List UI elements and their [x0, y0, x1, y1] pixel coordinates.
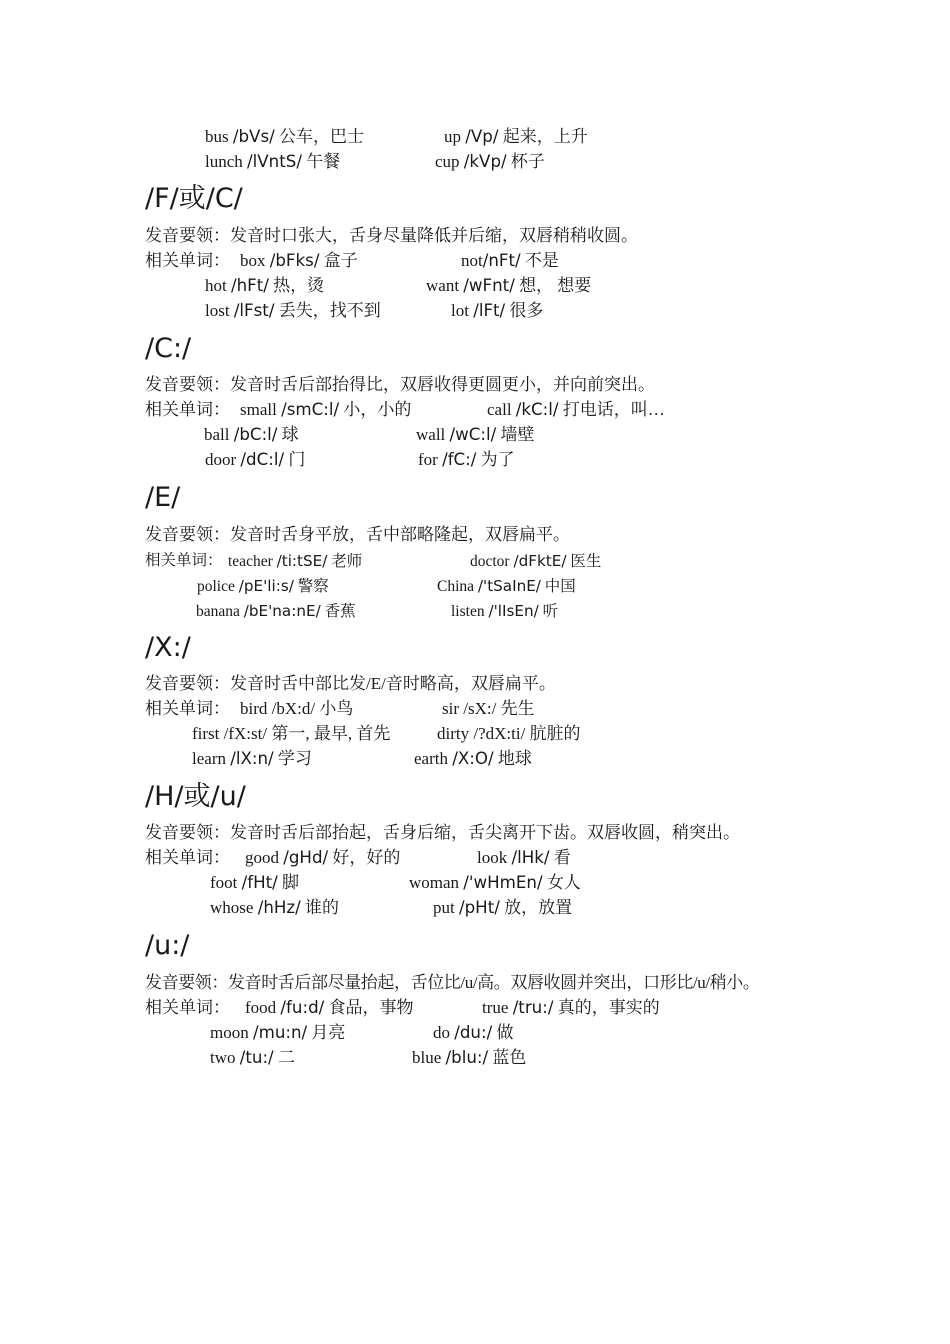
- pronunciation-method: [145, 973, 760, 993]
- word: two: [210, 1048, 236, 1067]
- method-label: 发音要领：: [145, 375, 230, 394]
- ipa: /du:/: [454, 1023, 493, 1042]
- method-text: 发音时舌身平放，舌中部略隆起，双唇扁平。: [230, 525, 570, 544]
- word: lost: [205, 301, 230, 320]
- meaning: 老师: [331, 553, 363, 570]
- meaning: 蓝色: [492, 1048, 527, 1067]
- ipa: /X:O/: [452, 749, 494, 768]
- ipa: /sX:/: [463, 699, 497, 718]
- meaning: 放，放置: [504, 898, 573, 917]
- ipa: /'wHmEn/: [463, 873, 543, 892]
- meaning: 午餐: [306, 152, 341, 171]
- meaning: 脚: [282, 873, 300, 892]
- word: bus: [205, 127, 229, 146]
- meaning: 食品，事物: [328, 998, 414, 1017]
- meaning: 医生: [570, 553, 602, 570]
- word-entry: [461, 251, 559, 271]
- method-text: 发音时舌后部抬得比，双唇收得更圆更小，并向前突出。: [230, 375, 655, 394]
- section-heading: /u:/: [145, 930, 190, 961]
- ipa: /bX:d/: [271, 699, 316, 718]
- word-entry: [245, 998, 414, 1018]
- ipa: /bFks/: [269, 251, 320, 270]
- ipa: /fC:/: [442, 450, 477, 469]
- ipa: /lHk/: [511, 848, 550, 867]
- related-words-label: 相关单词：: [145, 699, 230, 718]
- ipa: /bC:l/: [233, 425, 278, 444]
- ipa: /bVs/: [232, 127, 275, 146]
- meaning: 丢失，找不到: [278, 301, 381, 320]
- word-entry: [228, 551, 362, 572]
- meaning: 起来，上升: [502, 127, 588, 146]
- word: put: [433, 898, 455, 917]
- word-entry: [442, 699, 535, 719]
- word: good: [245, 848, 279, 867]
- pronunciation-method: [145, 823, 740, 843]
- ipa: /nFt/: [482, 251, 521, 270]
- word-entry: [412, 1048, 526, 1068]
- related-words-label: 相关单词：: [145, 251, 230, 270]
- word-entry: [451, 301, 543, 321]
- ipa: /dFktE/: [513, 552, 567, 570]
- word-entry: [197, 576, 329, 597]
- word: not: [461, 251, 483, 270]
- word-entry: [477, 848, 571, 868]
- word: ball: [204, 425, 230, 444]
- meaning: 第一, 最早, 首先: [271, 724, 391, 743]
- ipa: /gHd/: [283, 848, 329, 867]
- ipa: /lFt/: [473, 301, 506, 320]
- meaning: 警察: [297, 578, 329, 595]
- word: small: [240, 400, 277, 419]
- method-text: 发音时口张大，舌身尽量降低并后缩，双唇稍稍收圆。: [230, 226, 638, 245]
- word-entry: [192, 724, 390, 744]
- word-entry: [205, 276, 324, 296]
- word-entry: [482, 998, 660, 1018]
- word: dirty: [437, 724, 470, 743]
- meaning: 小鸟: [319, 699, 354, 718]
- method-label: 发音要领：: [145, 226, 230, 245]
- word: for: [418, 450, 438, 469]
- word: teacher: [228, 553, 273, 570]
- word-entry: [205, 450, 305, 470]
- word: box: [240, 251, 266, 270]
- word-entry: [414, 749, 532, 769]
- word: China: [437, 578, 475, 595]
- word: door: [205, 450, 237, 469]
- meaning: 肮脏的: [529, 724, 581, 743]
- word-entry: [196, 601, 356, 622]
- word-entry: [192, 749, 312, 769]
- method-label: 发音要领：: [145, 973, 228, 992]
- word-entry: [409, 873, 581, 893]
- word: food: [245, 998, 277, 1017]
- word: want: [426, 276, 460, 295]
- method-label: 发音要领：: [145, 525, 230, 544]
- word: do: [433, 1023, 450, 1042]
- method-label: 发音要领：: [145, 823, 230, 842]
- ipa: /pE'li:s/: [238, 577, 294, 595]
- word: learn: [192, 749, 226, 768]
- word-entry: [245, 848, 400, 868]
- ipa: /mu:n/: [252, 1023, 308, 1042]
- ipa: /fHt/: [241, 873, 278, 892]
- section-heading: /F/或/C/: [145, 183, 243, 214]
- word: moon: [210, 1023, 249, 1042]
- ipa: /wFnt/: [463, 276, 515, 295]
- related-words-label: 相关单词：: [145, 998, 230, 1017]
- word-entry: [433, 898, 572, 918]
- pronunciation-method: [145, 375, 655, 395]
- meaning: 杯子: [510, 152, 545, 171]
- word-entry: [240, 699, 353, 719]
- word: listen: [451, 603, 485, 620]
- meaning: 二: [277, 1048, 295, 1067]
- word-entry: [240, 400, 411, 420]
- word-entry: [426, 276, 591, 296]
- pronunciation-method: [145, 525, 570, 545]
- meaning: 很多: [509, 301, 544, 320]
- meaning: 月亮: [311, 1023, 346, 1042]
- ipa: /dC:l/: [240, 450, 285, 469]
- ipa: /bE'na:nE/: [243, 602, 321, 620]
- word: first: [192, 724, 220, 743]
- ipa: /hFt/: [230, 276, 269, 295]
- word: hot: [205, 276, 227, 295]
- ipa: /lFst/: [233, 301, 275, 320]
- meaning: 好，好的: [332, 848, 401, 867]
- word: sir: [442, 699, 459, 718]
- meaning: 为了: [480, 450, 515, 469]
- word: wall: [416, 425, 446, 444]
- ipa: /lVntS/: [247, 152, 302, 171]
- word-entry: [416, 425, 535, 445]
- word-entry: [240, 251, 358, 271]
- word-entry: [451, 601, 558, 622]
- word-entry: [470, 551, 601, 572]
- ipa: /fu:d/: [280, 998, 325, 1017]
- method-text: 发音时舌中部比发/E/音时略高，双唇扁平。: [230, 674, 556, 693]
- ipa: /tu:/: [239, 1048, 274, 1067]
- pronunciation-method: [145, 226, 638, 246]
- ipa: /Vp/: [465, 127, 499, 146]
- section-heading: /H/或/u/: [145, 781, 246, 812]
- meaning: 谁的: [305, 898, 340, 917]
- meaning: 真的，事实的: [557, 998, 660, 1017]
- meaning: 先生: [500, 699, 535, 718]
- word-entry: [205, 301, 381, 321]
- meaning: 看: [553, 848, 571, 867]
- word-entry: [210, 1023, 345, 1043]
- word: up: [444, 127, 461, 146]
- ipa: /hHz/: [257, 898, 301, 917]
- meaning: 香蕉: [324, 603, 356, 620]
- word-entry: [210, 1048, 295, 1068]
- word: police: [197, 578, 235, 595]
- meaning: 小，小的: [343, 400, 412, 419]
- word-entry: [433, 1023, 513, 1043]
- meaning: 门: [288, 450, 306, 469]
- word: whose: [210, 898, 254, 917]
- meaning: 不是: [524, 251, 559, 270]
- ipa: /wC:l/: [449, 425, 497, 444]
- ipa: /kC:l/: [515, 400, 559, 419]
- word: foot: [210, 873, 238, 892]
- word: cup: [435, 152, 460, 171]
- meaning: 盒子: [323, 251, 358, 270]
- ipa: /'lIsEn/: [488, 602, 539, 620]
- word-entry: [204, 425, 299, 445]
- related-words-label: 相关单词：: [145, 552, 223, 569]
- pronunciation-method: [145, 674, 556, 694]
- word: doctor: [470, 553, 510, 570]
- meaning: 球: [281, 425, 299, 444]
- meaning: 女人: [546, 873, 581, 892]
- ipa: /kVp/: [463, 152, 507, 171]
- word-entry: [210, 898, 339, 918]
- intro-word-lunch: [205, 152, 340, 172]
- meaning: 听: [542, 603, 559, 620]
- intro-word-bus: [205, 127, 364, 147]
- section-heading: /C:/: [145, 333, 192, 364]
- method-text: 发音时舌后部尽量抬起，舌位比/u/高。双唇收圆并突出，口形比/u/稍小。: [228, 973, 760, 992]
- related-words-label: 相关单词：: [145, 848, 230, 867]
- word: lot: [451, 301, 469, 320]
- section-heading: /E/: [145, 482, 181, 513]
- meaning: 公车，巴士: [279, 127, 364, 146]
- word-entry: [487, 400, 665, 420]
- intro-word-cup: [435, 152, 545, 172]
- word: true: [482, 998, 509, 1017]
- method-text: 发音时舌后部抬起，舌身后缩，舌尖离开下齿。双唇收圆，稍突出。: [230, 823, 740, 842]
- word-entry: [437, 576, 576, 597]
- ipa: /lX:n/: [230, 749, 274, 768]
- meaning: 做: [496, 1023, 514, 1042]
- meaning: 学习: [277, 749, 312, 768]
- word: woman: [409, 873, 460, 892]
- word-entry: [437, 724, 581, 744]
- intro-word-up: [444, 127, 588, 147]
- section-heading: /X:/: [145, 632, 191, 663]
- ipa: /'tSaInE/: [477, 577, 541, 595]
- ipa: /ti:tSE/: [276, 552, 328, 570]
- word: earth: [414, 749, 448, 768]
- meaning: 打电话，叫…: [562, 400, 665, 419]
- meaning: 地球: [497, 749, 532, 768]
- word: blue: [412, 1048, 442, 1067]
- meaning: 想， 想要: [519, 276, 592, 295]
- ipa: /tru:/: [512, 998, 554, 1017]
- word: call: [487, 400, 512, 419]
- word: bird: [240, 699, 268, 718]
- meaning: 墙壁: [500, 425, 535, 444]
- ipa: /smC:l/: [281, 400, 340, 419]
- meaning: 中国: [544, 578, 576, 595]
- method-label: 发音要领：: [145, 674, 230, 693]
- ipa: /fX:st/: [223, 724, 268, 743]
- related-words-label: 相关单词：: [145, 400, 230, 419]
- word-entry: [210, 873, 299, 893]
- ipa: /pHt/: [458, 898, 500, 917]
- word-entry: [418, 450, 515, 470]
- meaning: 热，烫: [273, 276, 325, 295]
- word: banana: [196, 603, 240, 620]
- word: lunch: [205, 152, 243, 171]
- ipa: /?dX:ti/: [473, 724, 526, 743]
- ipa: /blu:/: [445, 1048, 489, 1067]
- word: look: [477, 848, 508, 867]
